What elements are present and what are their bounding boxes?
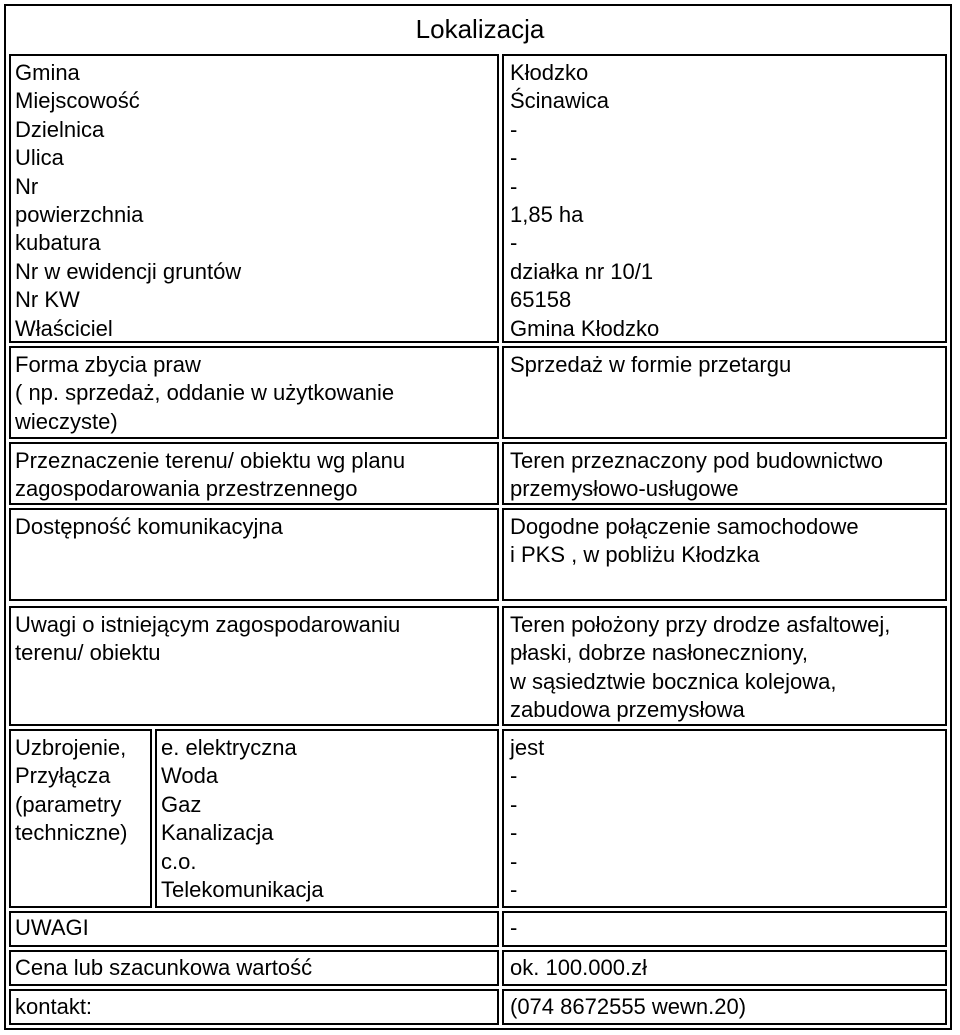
location-values [510,59,659,343]
purpose-label-box [9,442,499,505]
access-value-line: i PKS , w pobliżu Kłodzka [510,542,760,568]
utilities-values-box [502,729,947,908]
value-nr: - [510,173,518,199]
utility-type-sewage: Kanalizacja [161,820,274,846]
value-dzielnica: - [510,116,518,142]
utilities-types-box [155,729,499,908]
price-label-box [9,950,499,986]
notes-value-box [502,911,947,947]
utility-type-electricity: e. elektryczna [161,735,297,760]
utilities-label-line: techniczne) [15,820,128,846]
purpose-value-line: przemysłowo-usługowe [510,476,739,502]
remarks-label-line: terenu/ obiektu [15,640,161,666]
label-dzielnica: Dzielnica [15,116,105,142]
utility-value-sewage: - [510,820,518,846]
remarks-value-box [502,606,947,726]
value-miejscowosc: Ścinawica [510,88,610,114]
label-powierzchnia: powierzchnia [15,202,144,228]
utility-type-telecom: Telekomunikacja [161,877,324,903]
remarks-value [510,611,890,725]
access-value-box [502,508,947,601]
utilities-values [510,734,544,904]
value-ulica: - [510,145,518,171]
page-title: Lokalizacja [415,14,545,44]
utilities-label [15,734,128,848]
utility-type-heating: c.o. [161,848,197,874]
price-value-box [502,950,947,986]
utilities-label-line: Przyłącza [15,763,111,789]
value-kubatura: - [510,230,518,256]
purpose-value-line: Teren przeznaczony pod budownictwo [510,448,884,473]
label-nr-kw: Nr KW [15,287,80,313]
sale-form-label-box [9,346,499,439]
sale-form-label [15,351,394,436]
sale-form-value [510,351,791,379]
label-miejscowosc: Miejscowość [15,88,140,114]
sale-form-label-line: ( np. sprzedaż, oddanie w użytkowanie [15,380,395,406]
access-value-line: Dogodne połączenie samochodowe [510,514,859,539]
utilities-label-line: Uzbrojenie, [15,735,127,760]
value-gmina: Kłodzko [510,60,589,85]
notes-label: UWAGI [15,915,89,940]
notes-value: - [510,915,518,940]
purpose-label-line: Przeznaczenie terenu/ obiektu wg planu [15,448,406,473]
utilities-label-box [9,729,152,908]
location-labels [15,59,241,343]
utility-value-electricity: jest [510,735,545,760]
location-labels-box [9,54,499,343]
utility-value-water: - [510,763,518,789]
sale-form-label-line: Forma zbycia praw [15,352,201,377]
contact-label-box [9,989,499,1025]
access-label-box [9,508,499,601]
label-nr: Nr [15,173,39,199]
remarks-value-line: płaski, dobrze nasłoneczniony, [510,640,808,666]
label-wlasciciel: Właściciel [15,315,113,341]
value-nr-kw: 65158 [510,287,572,313]
label-kubatura: kubatura [15,230,101,256]
remarks-value-line: w sąsiedztwie bocznica kolejowa, [510,668,837,694]
access-label-line: Dostępność komunikacyjna [15,514,283,539]
remarks-value-line: zabudowa przemysłowa [510,697,745,723]
sale-form-value-box [502,346,947,439]
purpose-value-box [502,442,947,505]
label-ulica: Ulica [15,145,64,171]
sale-form-label-line: wieczyste) [15,408,118,434]
price-label: Cena lub szacunkowa wartość [15,955,313,980]
purpose-value [510,447,883,504]
purpose-label [15,447,405,504]
value-wlasciciel: Gmina Kłodzko [510,315,660,341]
utility-value-gas: - [510,791,518,817]
sale-form-value-line: Sprzedaż w formie przetargu [510,352,792,377]
utilities-types [161,734,324,904]
contact-value: (074 8672555 wewn.20) [510,994,747,1019]
remarks-label-box [9,606,499,726]
purpose-label-line: zagospodarowania przestrzennego [15,476,358,502]
notes-label-box [9,911,499,947]
price-value: ok. 100.000.zł [510,955,647,980]
utility-value-telecom: - [510,877,518,903]
location-values-box [502,54,947,343]
value-nr-ewidencji: działka nr 10/1 [510,258,654,284]
contact-label: kontakt: [15,994,93,1019]
remarks-label [15,611,400,668]
remarks-label-line: Uwagi o istniejącym zagospodarowaniu [15,612,401,637]
access-value [510,513,859,570]
utility-type-gas: Gaz [161,791,202,817]
access-label [15,513,283,541]
label-gmina: Gmina [15,60,80,85]
utility-type-water: Woda [161,763,219,789]
utilities-label-line: (parametry [15,791,122,817]
label-nr-ewidencji: Nr w ewidencji gruntów [15,258,242,284]
contact-value-box [502,989,947,1025]
value-powierzchnia: 1,85 ha [510,202,584,228]
remarks-value-line: Teren położony przy drodze asfaltowej, [510,612,891,637]
utility-value-heating: - [510,848,518,874]
